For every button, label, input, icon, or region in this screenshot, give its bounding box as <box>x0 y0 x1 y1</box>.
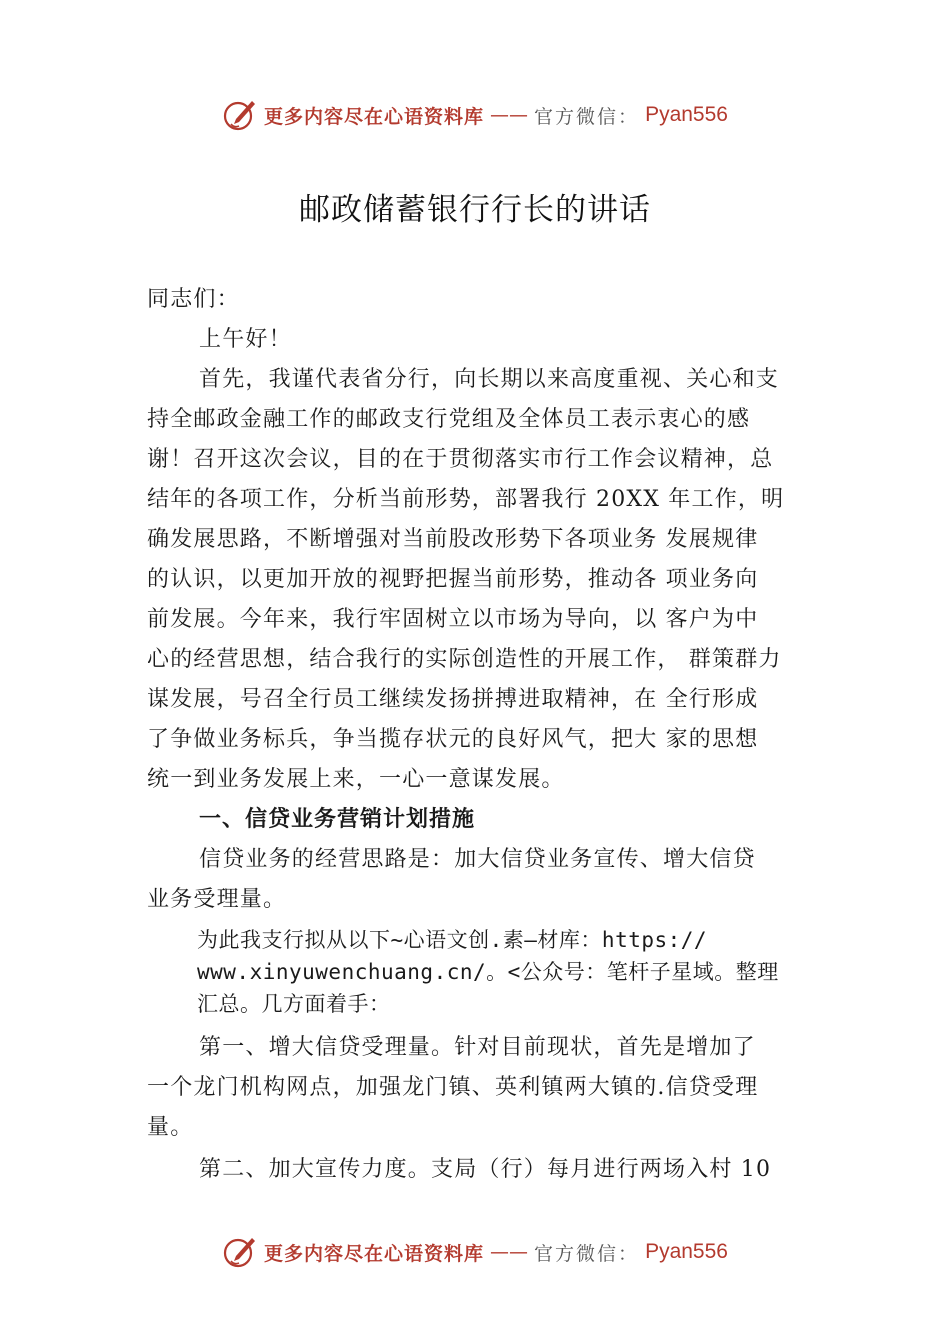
text-line: 统一到业务发展上来，一心一意谋发展。 <box>147 767 565 792</box>
intro-paragraph <box>147 360 837 800</box>
salutation: 同志们： <box>147 287 240 312</box>
watermark-brand: 更多内容尽在心语资料库 <box>264 105 485 128</box>
quill-pen-logo-icon <box>222 97 258 133</box>
watermark-banner-bottom <box>0 1232 950 1272</box>
text-line: 量。 <box>147 1115 194 1140</box>
text-line: 为此我支行拟从以下~心语文创.素—材库：https:// <box>197 928 708 952</box>
text-line: 确发展思路，不断增强对当前股改形势下各项业务 发展规律 <box>147 527 759 552</box>
text-line: 谢！召开这次会议，目的在于贯彻落实市行工作会议精神，总 <box>147 447 774 472</box>
text-line: 第二、加大宣传力度。支局（行）每月进行两场入村 10 <box>199 1157 772 1182</box>
text-line: 汇总。几方面着手： <box>197 992 391 1016</box>
document-body <box>147 280 837 920</box>
text-line: 结年的各项工作，分析当前形势，部署我行 20XX 年工作，明 <box>147 487 785 512</box>
text-line: 持全邮政金融工作的邮政支行党组及全体员工表示衷心的感 <box>147 407 751 432</box>
text-line: 谋发展，号召全行员工继续发扬拼搏进取精神，在 全行形成 <box>147 687 759 712</box>
watermark-brand: 更多内容尽在心语资料库 <box>264 1242 485 1265</box>
text-line: 的认识，以更加开放的视野把握当前形势，推动各 项业务向 <box>147 567 759 592</box>
text-line: 业务受理量。 <box>147 887 287 912</box>
text-line: 信贷业务的经营思路是：加大信贷业务宣传、增大信贷 <box>199 847 756 872</box>
source-note-block <box>197 924 837 1020</box>
text-line: 了争做业务标兵，争当揽存状元的良好风气，把大 家的思想 <box>147 727 759 752</box>
watermark-wechat-id: Pyan556 <box>645 103 728 126</box>
point-two-paragraph <box>147 1150 837 1190</box>
watermark-banner-top <box>0 95 950 135</box>
text-line: www.xinyuwenchuang.cn/。<公众号：笔杆子星域。整理 <box>197 960 779 984</box>
section-heading: 一、信贷业务营销计划措施 <box>199 807 476 832</box>
document-title: 邮政储蓄银行行长的讲话 <box>299 192 651 228</box>
point-one-paragraph <box>147 1028 837 1148</box>
greeting: 上午好！ <box>199 327 292 352</box>
text-line: 首先，我谨代表省分行，向长期以来高度重视、关心和支 <box>199 367 780 392</box>
section1-paragraph <box>147 840 837 920</box>
text-line: 心的经营思想，结合我行的实际创造性的开展工作， 群策群力 <box>147 647 782 672</box>
text-line: 一个龙门机构网点，加强龙门镇、英利镇两大镇的.信贷受理 <box>147 1075 759 1100</box>
watermark-wechat-label: 官方微信： <box>534 105 640 128</box>
text-line: 前发展。今年来，我行牢固树立以市场为导向，以 客户为中 <box>147 607 759 632</box>
quill-pen-logo-icon <box>222 1234 258 1270</box>
watermark-wechat-label: 官方微信： <box>534 1242 640 1265</box>
watermark-wechat-id: Pyan556 <box>645 1240 728 1263</box>
watermark-separator: —— <box>490 1241 529 1263</box>
text-line: 第一、增大信贷受理量。针对目前现状，首先是增加了 <box>199 1035 756 1060</box>
watermark-separator: —— <box>490 104 529 126</box>
